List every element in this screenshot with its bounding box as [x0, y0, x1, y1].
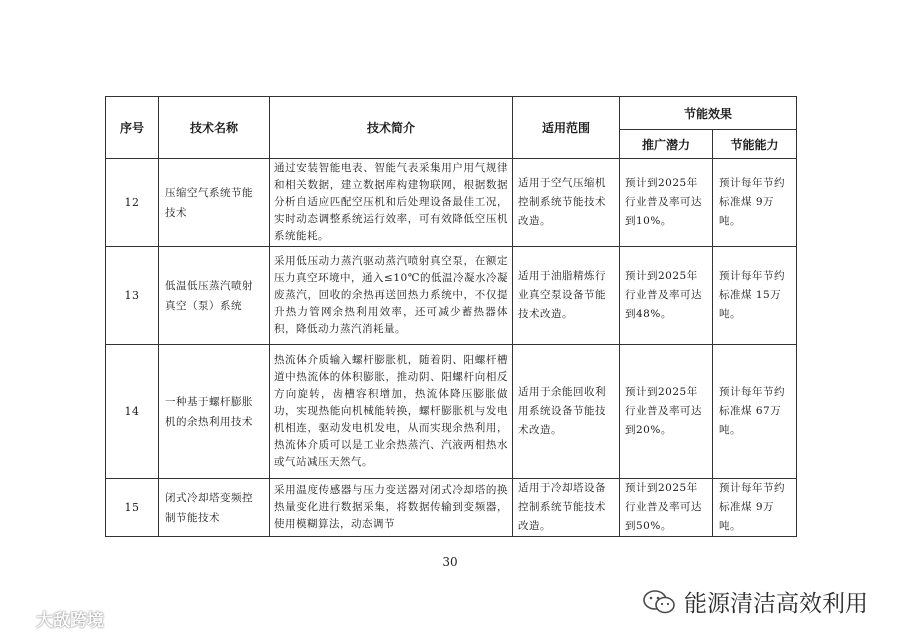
header-capacity: 节能能力 — [713, 130, 797, 159]
header-intro: 技术简介 — [270, 97, 513, 159]
header-name: 技术名称 — [159, 97, 270, 159]
row-name: 低温低压蒸汽喷射真空（泵）系统 — [159, 247, 270, 345]
row-intro: 采用温度传感器与压力变送器对闭式冷却塔的换热量变化进行数据采集，将数据传输到变频器，使用模糊算法，动态调节 — [270, 479, 513, 537]
row-potential: 预计到2025年行业普及率可达到20%。 — [620, 345, 713, 479]
row-no: 14 — [106, 345, 159, 479]
row-intro: 采用低压动力蒸汽驱动蒸汽喷射真空泵，在额定压力真空环境中，通入≤10℃的低温冷凝水冷凝废蒸汽，回收的余热再送回热力系统中，不仅提升热力管网余热利用效率，还可减少蓄热器体积，降低动力蒸汽消耗量。 — [270, 247, 513, 345]
table-row — [106, 345, 797, 479]
row-scope: 适用于冷却塔设备控制系统节能技术改造。 — [513, 479, 620, 537]
row-scope: 适用于油脂精炼行业真空泵设备节能技术改造。 — [513, 247, 620, 345]
header-effect: 节能效果 — [620, 97, 797, 130]
tech-table — [105, 96, 797, 537]
watermark-right-text: 能源清洁高效利用 — [684, 591, 868, 617]
brand-logo-icon — [6, 610, 30, 628]
row-no: 12 — [106, 159, 159, 247]
table-header-row — [106, 97, 797, 130]
row-name: 闭式冷却塔变频控制节能技术 — [159, 479, 270, 537]
row-no: 15 — [106, 479, 159, 537]
row-no: 13 — [106, 247, 159, 345]
watermark-right — [642, 585, 868, 618]
row-intro: 通过安装智能电表、智能气表采集用户用气规律和相关数据，建立数据库构建物联网，根据数据分析自适应匹配空压机和后处理设备最佳工况，实时动态调整系统运行效率，可有效降低空压机系统能耗。 — [270, 159, 513, 247]
page-number: 30 — [442, 555, 458, 569]
row-capacity: 预计每年节约标准煤 15万吨。 — [713, 247, 797, 345]
row-potential: 预计到2025年行业普及率可达到48%。 — [620, 247, 713, 345]
table-row — [106, 479, 797, 537]
header-no: 序号 — [106, 97, 159, 159]
watermark-left — [6, 606, 104, 631]
row-potential: 预计到2025年行业普及率可达到50%。 — [620, 479, 713, 537]
watermark-left-text: 大敌跨境 — [36, 611, 104, 631]
row-name: 一种基于螺杆膨胀机的余热利用技术 — [159, 345, 270, 479]
row-capacity: 预计每年节约标准煤 9万吨。 — [713, 159, 797, 247]
wechat-icon — [642, 589, 676, 615]
row-name: 压缩空气系统节能技术 — [159, 159, 270, 247]
table-row — [106, 247, 797, 345]
row-scope: 适用于余能回收利用系统设备节能技术改造。 — [513, 345, 620, 479]
header-potential: 推广潜力 — [620, 130, 713, 159]
row-capacity: 预计每年节约标准煤 9万吨。 — [713, 479, 797, 537]
row-potential: 预计到2025年行业普及率可达到10%。 — [620, 159, 713, 247]
row-capacity: 预计每年节约标准煤 67万吨。 — [713, 345, 797, 479]
row-scope: 适用于空气压缩机控制系统节能技术改造。 — [513, 159, 620, 247]
row-intro: 热流体介质输入螺杆膨胀机，随着阴、阳螺杆槽道中热流体的体积膨胀，推动阴、阳螺杆向相反方向旋转，齿槽容积增加，热流体降压膨胀做功，实现热能向机械能转换，螺杆膨胀机与发电机相连，驱动发电机发电，从而实现余热利用，热流体介质可以是工业余热蒸汽、汽液两相热水或气站减压天然气。 — [270, 345, 513, 479]
table-row — [106, 159, 797, 247]
header-scope: 适用范围 — [513, 97, 620, 159]
